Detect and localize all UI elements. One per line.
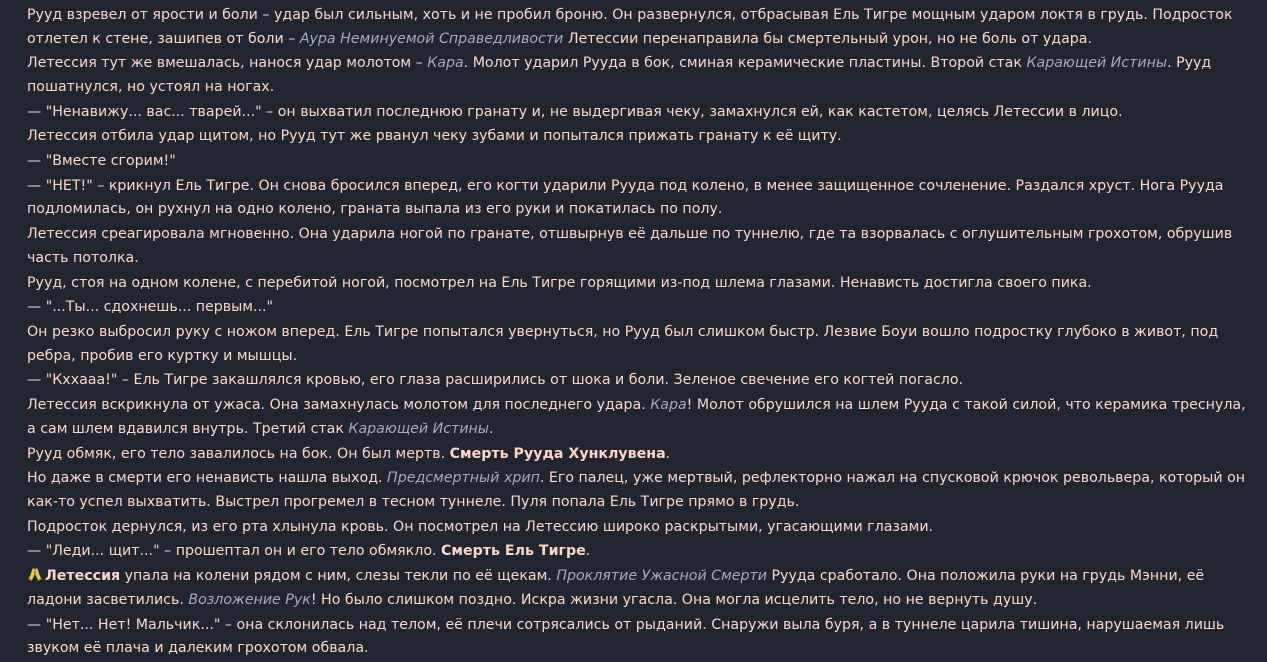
message-paragraph — [27, 369, 1253, 393]
message-paragraph — [27, 175, 1253, 222]
message-paragraph — [27, 565, 1253, 612]
message-text: Летессия тут же вмешалась, нанося удар молотом – — [27, 55, 428, 72]
italic-term: Кара — [650, 397, 687, 414]
message-text: . Молот ударил Рууда в бок, сминая керамические пластины. Второй стак — [463, 55, 1027, 72]
italic-term: Проклятие Ужасной Смерти — [556, 568, 767, 585]
message-text: Рууд обмяк, его тело завалилось на бок. Он был мертв. — [27, 445, 450, 462]
message-text: . Рууд пошатнулся, но устоял на ногах. — [27, 55, 1212, 95]
bold-term: Смерть Рууда Хунклувена — [449, 445, 666, 462]
message-text: Летессия отбила удар щитом, но Рууд тут же рванул чеку зубами и попытался прижать гранату к её щиту. — [27, 128, 842, 145]
message-paragraph — [27, 101, 1253, 125]
message-text: упала на колени рядом с ним, слезы текли по её щекам. — [120, 568, 557, 585]
message-paragraph — [27, 272, 1253, 296]
italic-term: Кара — [427, 55, 464, 72]
bold-term: Смерть Ель Тигре — [441, 543, 586, 560]
message-text: — "Ненавижу... вас... тварей..." – он выхватил последнюю гранату и, не выдергивая чеку, замахнулся ей, как кастетом, целясь Летессии в лицо. — [27, 103, 1123, 120]
message-text: Рууд, стоя на одном колене, с перебитой ногой, посмотрел на Ель Тигре горящими из-под шлема глазами. Ненависть достигла своего пика. — [27, 274, 1092, 291]
message-text: ! Но было слишком поздно. Искра жизни угасла. Она могла исцелить тело, но не вернуть душу. — [310, 591, 1038, 608]
message-text: — "Нет... Нет! Мальчик..." – она склонилась над телом, её плечи сотрясались от рыданий. Снаружи выла буря, а в туннеле царила тишина, нарушаемая лишь звуком её плача и далеким грохотом обвала. — [27, 616, 1225, 657]
message-text: — "Вместе сгорим!" — [27, 153, 176, 170]
message-text: Летессия среагировала мгновенно. Она ударила ногой по гранате, отшвырнув её дальше по туннелю, где та взорвалась с оглушительным грохотом, обрушив часть потолка. — [27, 226, 1233, 266]
italic-term: Карающей Истины — [348, 420, 490, 437]
message-paragraph — [27, 223, 1253, 270]
message-text: Рууда сработало. Она положила руки на грудь Мэнни, её ладони засветились. — [27, 568, 1205, 608]
message-text: — "...Ты... сдохнешь... первым..." — [27, 299, 274, 316]
message-paragraph — [27, 443, 1253, 467]
praying-hands-icon — [27, 566, 43, 582]
message-text: . — [665, 445, 671, 462]
message-paragraph — [27, 150, 1253, 174]
message-text: . — [585, 543, 591, 560]
message-text: Летессии перенаправила бы смертельный урон, но не боль от удара. — [563, 30, 1092, 47]
italic-term: Аура Неминуемой Справедливости — [299, 30, 564, 47]
message-paragraph — [27, 4, 1253, 51]
message-text: — "НЕТ!" – крикнул Ель Тигре. Он снова бросился вперед, его когти ударили Рууда под колено, в менее защищенное сочленение. Раздался хруст. Нога Рууда подломилась, он рухнул на одно колено, граната выпала из его руки и покатилась по полу. — [27, 177, 1224, 218]
message-text: — "Леди... щит..." – прошептал он и его тело обмякло. — [27, 543, 442, 560]
message-paragraph — [27, 516, 1253, 540]
italic-term: Карающей Истины — [1026, 55, 1168, 72]
message-text: Рууд взревел от ярости и боли – удар был сильным, хоть и не пробил броню. Он развернулся, отбрасывая Ель Тигре мощным ударом локтя в грудь. Подросток отлетел к стене, зашипев от боли – — [27, 7, 1233, 47]
message-text: Он резко выбросил руку с ножом вперед. Ель Тигре попытался увернуться, но Рууд был слишком быстр. Лезвие Боуи вошло подростку глубоко в живот, под ребра, пробив его куртку и мышцы. — [27, 324, 1219, 364]
italic-term: Предсмертный хрип — [387, 470, 540, 487]
message-paragraph — [27, 321, 1253, 368]
message-text: . Его палец, уже мертвый, рефлекторно нажал на спусковой крючок револьвера, который он как-то успел выхватить. Выстрел прогремел в тесном туннеле. Пуля попала Ель Тигре прямо в грудь. — [27, 470, 1246, 510]
message-text: Подросток дернулся, из его рта хлынула кровь. Он посмотрел на Летессию широко раскрытыми, угасающими глазами. — [27, 518, 934, 535]
message-text: ! Молот обрушился на шлем Рууда с такой силой, что керамика треснула, а сам шлем вдавился внутрь. Третий стак — [27, 397, 1246, 437]
message-text: . — [489, 420, 494, 437]
message-paragraph — [27, 540, 1253, 564]
message-paragraph — [27, 467, 1253, 514]
message-paragraph — [27, 394, 1253, 441]
italic-term: Возложение Рук — [188, 591, 311, 608]
message-paragraph — [27, 52, 1253, 99]
message-paragraph — [27, 125, 1253, 149]
message-text: — "Кххааа!" – Ель Тигре закашлялся кровью, его глаза расширились от шока и боли. Зеленое свечение его когтей погасло. — [27, 372, 964, 389]
message-text: Но даже в смерти его ненависть нашла выход. — [27, 470, 388, 487]
message-paragraph — [27, 614, 1253, 661]
message-paragraph — [27, 296, 1253, 320]
bold-term: Летессия — [45, 568, 121, 585]
message-text: Летессия вскрикнула от ужаса. Она замахнулась молотом для последнего удара. — [27, 397, 651, 414]
